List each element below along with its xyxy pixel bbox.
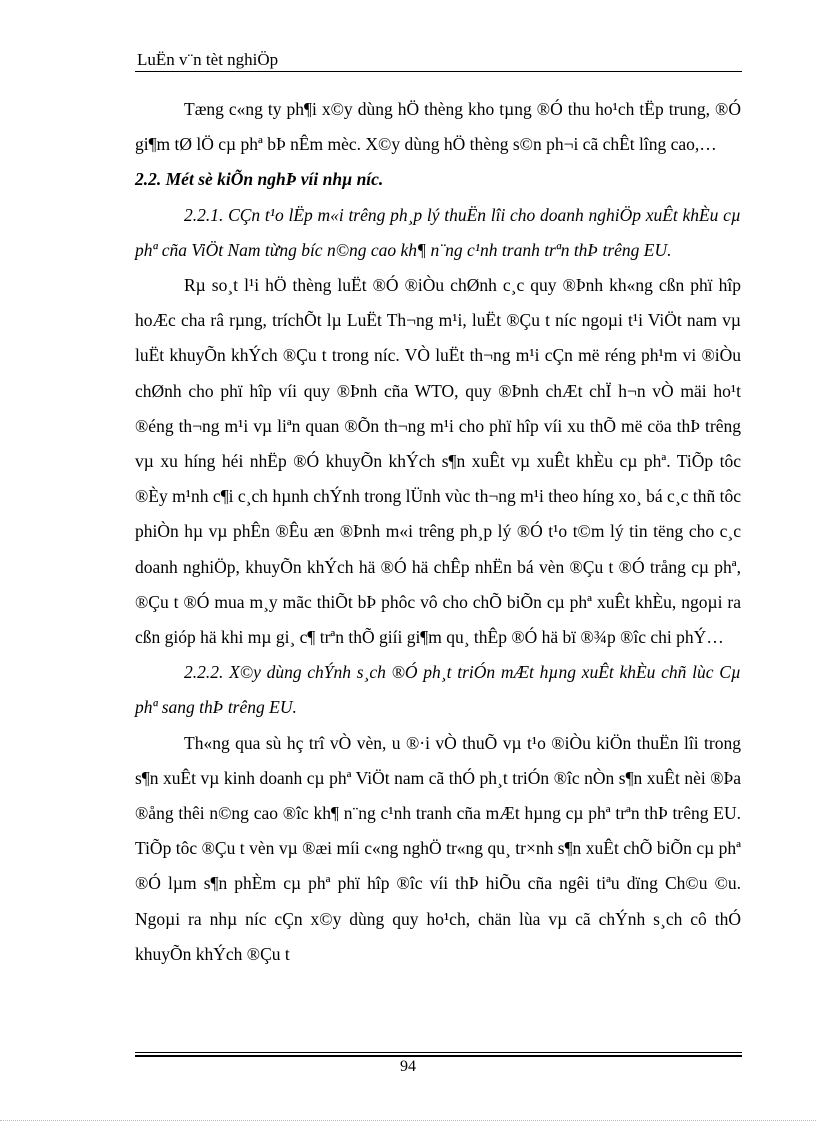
paragraph: Rµ so¸t l¹i hÖ thèng luËt ®Ó ®iÒu chØnh c¸c quy ®Þnh kh«ng cßn phï hîp hoÆc cha râ rµng, tríchÕt lµ LuËt Th¬ng m¹i, luËt ®Çu t níc ngoµi t¹i ViÖt nam vµ luËt khuyÕn khÝch ®Çu t trong níc. VÒ luËt th¬ng m¹i cÇn më réng ph¹m vi ®iÒu chØnh cho phï hîp víi quy ®Þnh cña WTO, quy ®Þnh chÆt chÏ h¬n vÒ mäi ho¹t ®éng th¬ng m¹i vµ liªn quan ®Õn th¬ng m¹i cho phï hîp víi xu thÕ më cöa thÞ trêng vµ xu híng héi nhËp ®Ó khuyÕn khÝch s¶n xuÊt vµ xuÊt khÈu cµ phª. TiÕp tôc ®Èy m¹nh c¶i c¸ch hµnh chÝnh trong lÜnh vùc th¬ng m¹i theo híng xo¸ bá c¸c thñ tôc phiÒn hµ vµ phÊn ®Êu æn ®Þnh m«i trêng ph¸p lý ®Ó t¹o t©m lý tin tëng cho c¸c doanh nghiÖp, khuyÕn khÝch hä ®Ó hä chÊp nhËn bá vèn ®Çu t ®Ó trång cµ phª, ®Çu t ®Ó mua m¸y mãc thiÕt bÞ phôc vô cho chÕ biÕn cµ phª xuÊt khÈu, ngoµi ra cßn gióp hä khi mµ gi¸ c¶ trªn thÕ giíi gi¶m qu¸ thÊp ®Ó hä bï ®¾p ®îc chi phÝ… xyxy=(135,275,741,648)
section-heading: 2.2. Mét sè kiÕn nghÞ víi nhµ níc. xyxy=(135,169,384,190)
paragraph: Tæng c«ng ty ph¶i x©y dùng hÖ thèng kho tµng ®Ó thu ho¹ch tËp trung, ®Ó gi¶m tØ lÖ cµ phª bÞ nÊm mèc. X©y dùng hÖ thèng s©n ph¬i cã chÊt lîng cao,… xyxy=(135,99,741,155)
footer-rule-thick xyxy=(135,1055,742,1057)
page-number: 94 xyxy=(400,1058,416,1075)
footer-rule xyxy=(135,1052,742,1053)
subsection-heading: 2.2.1. CÇn t¹o lËp m«i trêng ph¸p lý thuËn lîi cho doanh nghiÖp xuÊt khÈu cµ phª cña ViÖt Nam từng bíc n©ng cao kh¶ n¨ng c¹nh tranh trªn thÞ trêng EU. xyxy=(135,204,741,260)
page-edge xyxy=(0,1120,816,1121)
body-text xyxy=(135,92,741,972)
subsection-heading: 2.2.2. X©y dùng chÝnh s¸ch ®Ó ph¸t triÓn mÆt hµng xuÊt khÈu chñ lùc Cµ phª sang thÞ trêng EU. xyxy=(135,662,741,718)
header-rule xyxy=(135,71,742,72)
running-header-title: LuËn v¨n tèt nghiÖp xyxy=(137,50,279,69)
paragraph: Th«ng qua sù hç trî vÒ vèn, u ®·i vÒ thuÕ vµ t¹o ®iÒu kiÖn thuËn lîi trong s¶n xuÊt vµ kinh doanh cµ phª ViÖt nam cã thÓ ph¸t triÓn ®îc nÒn s¶n xuÊt nèi ®Þa ®ång thêi n©ng cao ®îc kh¶ n¨ng c¹nh tranh cña mÆt hµng cµ phª trªn thÞ trêng EU. TiÕp tôc ®Çu t vèn vµ ®æi míi c«ng nghÖ tr«ng qu¸ tr×nh s¶n xuÊt chÕ biÕn cµ phª ®Ó lµm s¶n phÈm cµ phª phï hîp ®îc víi thÞ hiÕu cña ngêi tiªu dïng Ch©u ©u. Ngoµi ra nhµ níc cÇn x©y dùng quy ho¹ch, chän lùa vµ cã chÝnh s¸ch cô thÓ khuyÕn khÝch ®Çu t xyxy=(135,732,741,964)
